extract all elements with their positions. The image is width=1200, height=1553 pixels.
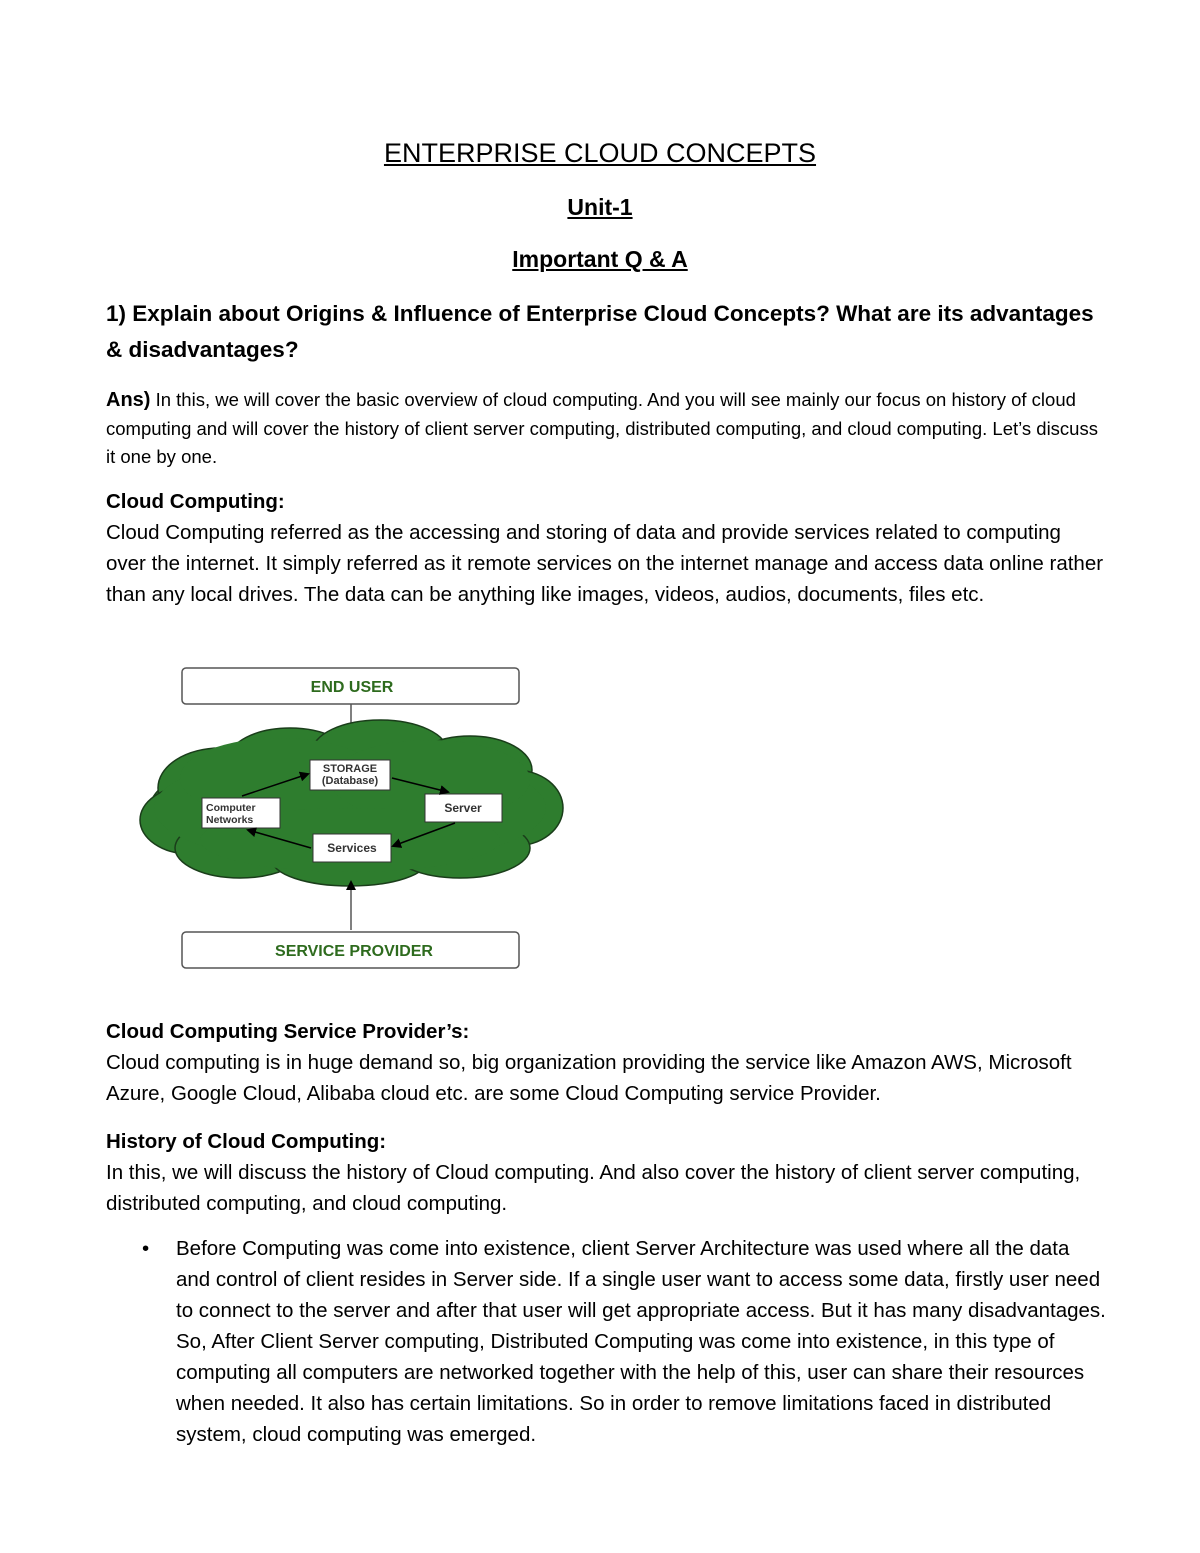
- service-providers-heading: Cloud Computing Service Provider’s:: [106, 1020, 470, 1043]
- history-heading: History of Cloud Computing:: [106, 1130, 387, 1153]
- cloud-computing-diagram: [130, 660, 570, 980]
- cloud-computing-body: Cloud Computing referred as the accessing and storing of data and provide services related to computing over the internet. It simply referred as it remote services on the internet manage and access data online rather than any local drives. The data can be anything like images, videos, audios, documents, files etc.: [106, 521, 1104, 606]
- cloud-computing-section: [106, 486, 1106, 610]
- storage-sublabel: (Database): [321, 775, 379, 787]
- service-providers-section: [106, 1016, 1106, 1109]
- subtitle-heading: Important Q & A: [512, 246, 688, 272]
- answer-paragraph: [106, 386, 1106, 472]
- list-item: [106, 1233, 1106, 1450]
- list-item-text: Before Computing was come into existence, client Server Architecture was used where all the data and control of client resides in Server side. If a single user want to access some data, firstly user need to connect to the server and after that user will get appropriate access. But it has many disadvantages. So, After Client Server computing, Distributed Computing was come into existence, in this type of computing all computers are networked together with the help of this, user can share their resources when needed. It also has certain limitations. So in order to remove limitations faced in distributed system, cloud computing was emerged.: [176, 1237, 1106, 1446]
- server-label: Server: [444, 801, 482, 815]
- cloud-computing-heading: Cloud Computing:: [106, 490, 285, 513]
- answer-text: In this, we will cover the basic overview of cloud computing. And you will see mainly our focus on history of cloud computing and will cover the history of client server computing, distributed computing, and cloud computing. Let’s discuss it one by one.: [106, 389, 1098, 467]
- storage-label: STORAGE: [322, 763, 378, 775]
- document-title: ENTERPRISE CLOUD CONCEPTS: [383, 138, 817, 168]
- services-label: Services: [327, 841, 377, 855]
- history-section: [106, 1126, 1106, 1219]
- question-1: 1) Explain about Origins & Influence of Enterprise Cloud Concepts? What are its advantages & disadvantages?: [106, 301, 1094, 362]
- bullet-icon: •: [142, 1237, 150, 1260]
- computer-networks-label-1: Computer: [206, 802, 256, 814]
- service-provider-label: SERVICE PROVIDER: [275, 943, 433, 960]
- computer-networks-label-2: Networks: [206, 814, 254, 826]
- unit-heading: Unit-1: [567, 194, 633, 220]
- answer-label: Ans): [106, 389, 151, 411]
- service-providers-body: Cloud computing is in huge demand so, big organization providing the service like Amazon AWS, Microsoft Azure, Google Cloud, Alibaba cloud etc. are some Cloud Computing service Provider.: [106, 1051, 1072, 1105]
- end-user-label: END USER: [310, 679, 394, 696]
- history-body: In this, we will discuss the history of Cloud computing. And also cover the history of client server computing, distributed computing, and cloud computing.: [106, 1161, 1081, 1215]
